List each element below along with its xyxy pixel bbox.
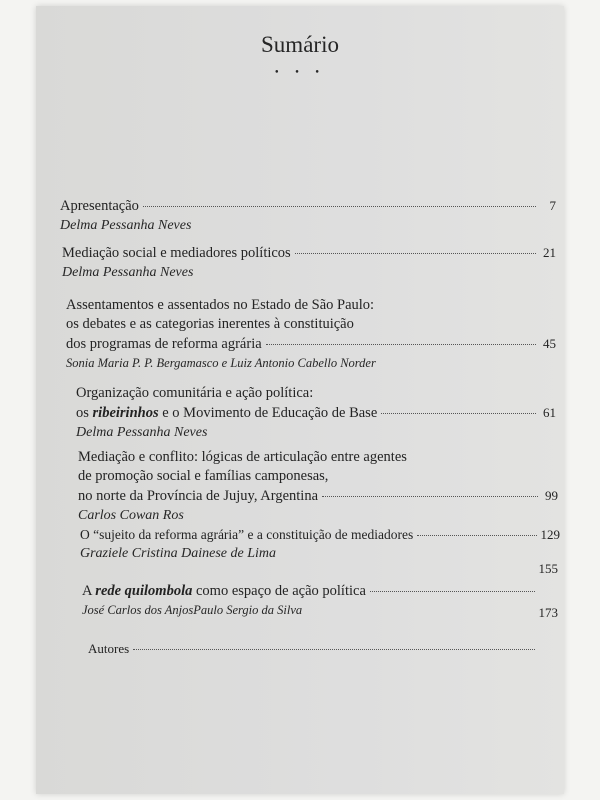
dot-leader (417, 535, 536, 536)
page-number: 173 (538, 605, 558, 620)
entry-title-line: dos programas de reforma agrária (66, 336, 262, 352)
dot-leader (322, 496, 538, 497)
entry-title: Apresentação (60, 198, 139, 214)
page-number: 45 (543, 336, 556, 351)
entry-title-line: A rede quilombola como espaço de ação política (82, 583, 366, 599)
entry-title: Mediação social e mediadores políticos (62, 245, 291, 261)
dot-leader (143, 206, 536, 207)
entry-author: José Carlos dos AnjosPaulo Sergio da Silva (82, 603, 303, 617)
entry-author: Delma Pessanha Neves (60, 218, 192, 233)
page-number: 21 (543, 245, 556, 260)
entry-author: Sonia Maria P. P. Bergamasco e Luiz Antonio Cabello Norder (66, 356, 376, 370)
entry-author: Delma Pessanha Neves (76, 425, 208, 440)
toc-entry[interactable] (62, 243, 556, 282)
page-number: 61 (543, 405, 556, 420)
page-number: 99 (545, 488, 558, 503)
page-title: Sumário (261, 32, 339, 57)
entry-author: Graziele Cristina Dainese de Lima (80, 546, 276, 561)
entry-author: Carlos Cowan Ros (78, 508, 184, 523)
entry-author: Delma Pessanha Neves (62, 265, 194, 280)
dot-leader (266, 344, 536, 345)
entry-title-line: de promoção social e famílias camponesas, (78, 468, 329, 484)
entry-title-line: os ribeirinhos e o Movimento de Educação de Base (76, 405, 378, 421)
keyword: ribeirinhos (92, 405, 159, 421)
toc-entry[interactable] (76, 384, 556, 442)
entry-title: Autores (88, 641, 130, 656)
keyword: rede quilombola (95, 583, 193, 599)
title-ornament: • • • (274, 68, 326, 78)
toc-entry[interactable] (60, 196, 556, 235)
toc-entry[interactable] (78, 448, 558, 525)
entry-title-line: Mediação e conflito: lógicas de articulação entre agentes (78, 449, 407, 465)
entry-title: O “sujeito da reforma agrária” e a constituição de mediadores (80, 527, 414, 542)
page-number: 155 (538, 561, 558, 576)
entry-title-line: os debates e as categorias inerentes à constituição (66, 316, 354, 332)
book-page (36, 6, 564, 794)
page-number: 7 (549, 198, 556, 213)
dot-leader (370, 591, 535, 592)
toc-entry[interactable] (82, 561, 558, 620)
dot-leader (133, 649, 534, 650)
dot-leader (381, 413, 536, 414)
dot-leader (295, 253, 536, 254)
entry-title-line: Assentamentos e assentados no Estado de São Paulo: (66, 297, 375, 313)
page-number: 129 (540, 527, 560, 542)
entry-title-line: no norte da Província de Jujuy, Argentina (78, 488, 319, 504)
entry-title-line: Organização comunitária e ação política: (76, 385, 314, 401)
toc-entry[interactable] (66, 296, 556, 373)
toc-entry[interactable] (80, 525, 560, 563)
